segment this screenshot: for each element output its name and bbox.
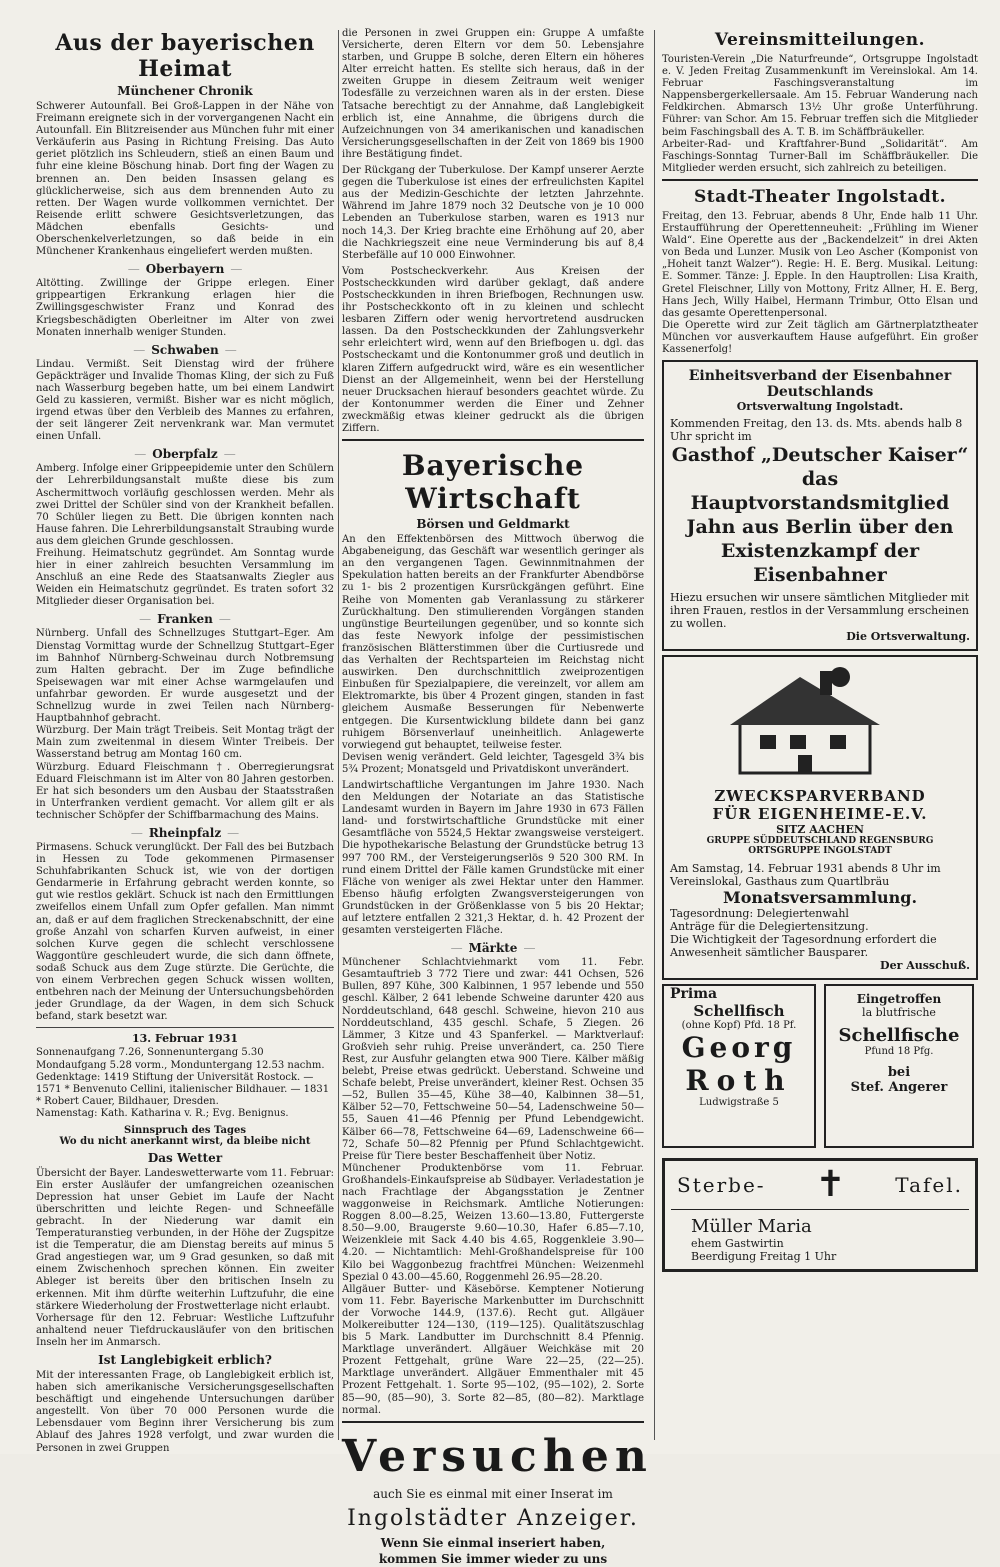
ad-subtitle: Ortsverwaltung Ingolstadt.	[736, 400, 904, 414]
ad-text: bei	[887, 1065, 911, 1081]
article-text: Der Rückgang der Tuberkulose. Der Kampf unserer Aerzte gegen die Tuberkulose ist eines der erfreulichsten Kapitel aus der Medizin-Geschichte der letzten Jahrzehnte. Während im Jahre 1879 noch 32 Deutsche von je 10 000 Lebenden an Tuberkulose starben, waren es 1913 nur noch 14,3. Der Krieg brachte eine Erhöhung auf 20, aber die Nachkriegszeit eine neue Verminderung bis auf 8,4 Sterbefälle auf 10 000 Einwohner.	[342, 165, 644, 261]
article-text: Mit der interessanten Frage, ob Langlebigkeit erblich ist, haben sich amerikanische Versicherungsgesellschaften beschäftigt und eingehende Untersuchungen darüber angestellt. Von über 70 000 Personen wurde die Lebensdauer vom Beginn ihrer Versicherung bis zum Ablauf des Jahres 1928 verfolgt, und zwar wurden die Personen in zwei Gruppen	[36, 1370, 334, 1454]
death-notice-text: ehem Gastwirtin	[691, 1237, 784, 1251]
section-title: Stadt-Theater Ingolstadt.	[693, 186, 947, 207]
column-left	[36, 28, 334, 1454]
death-notice-title: Sterbe-	[677, 1173, 766, 1198]
article-text: Lindau. Vermißt. Seit Dienstag wird der frühere Gepäckträger und Invalide Thomas Kling, der sich zu Fuß nach Wasserburg begeben hatte, um bei einem Landwirt Geld zu kassieren, vermißt. Bisher war es nicht möglich, irgend etwas über den Verbleib des Mannes zu erfahren, der seit längerer Zeit nervenkrank war. Man vermutet einen Unfall.	[36, 358, 334, 443]
death-notice-text: Beerdigung Freitag 1 Uhr	[691, 1250, 837, 1264]
section-title: Aus der bayerischen Heimat	[55, 30, 315, 82]
ad-signature: Der Ausschuß.	[880, 959, 970, 973]
article-text: Münchener Schlachtviehmarkt vom 11. Febr. Gesamtauftrieb 3 772 Tiere und zwar: 441 Ochsen, 526 Bullen, 897 Kühe, 300 Kalbinnen, 1 957 lebende und 550 geschl. Kälber, 2 641 lebende Schweine darunter 420 aus Norddeutschland, 648 geschl. Schweine, hievon 210 aus Norddeutschland, 435 geschl. Schafe, 5 Ziegen. 26 Lämmer, 3 Kitze und 43 Spanferkel. — Marktverlauf: Großvieh sehr ruhig. Preise unverändert, ca. 250 Tiere Rest, zur Ausfuhr gelangten etwa 900 Tiere. Kälber mäßig belebt, Preise etwas gedrückt. Ueberstand. Schweine und Schafe belebt, Preise unverändert, kleiner Rest. Ochsen 35—52, Bullen 35—45, Kühe 38—40, Kalbinnen 38—51, Kälber 52—70, Fettschweine 50—54, Ladenschweine 50—55, Sauen 41—46 Pfennig per Pfund Lebendgewicht. Kälber 66—78, Fettschweine 64—69, Ladenschweine 66—72, Schafe 50—82 Pfennig per Pfund Schlachtgewicht. Preise für Tiere bester Beschaffenheit über Notiz. Münchener Produktenbörse vom 11. Februar. Großhandels-Einkaufspreise ab Südbayer. Verladestation je nach Frachtlage der Abgangsstation je Zentner waggonweise in Reichsmark. Amtliche Notierungen: Roggen 8.00—8.25, Weizen 13.60—13.80, Futtergerste 8.50—9.00, Braugerste 9.60—10.30, Hafer 6.85—7.10, Weizenkleie mit Sack 4.40 bis 4.65, Roggenkleie 3.90—4.20. — Nichtamtlich: Mehl-Großhandelspreise für 100 Kilo bei Waggonbezug frachtfrei München: Weizenmehl Spezial 0 43.00—45.60, Roggenmehl 26.95—28.20. Allgäuer Butter- und Käsebörse. Kemptener Notierung vom 11. Febr. Bayerische Markenbutter im Durchschnitt der Vorwoche 144.9, (137.6). Recht gut. Allgäuer Molkereibutter 124—130, (119—125). Qualitätszuschlag bis 5 Mark. Landbutter im Durchschnitt 8.4 Pfennig. Marktlage unverändert. Allgäuer Weichkäse mit 20 Prozent Fettgehalt, grüne Ware 22—25, (22—25). Marktlage unverändert. Allgäuer Emmenthaler mit 45 Prozent Fettgehalt. 1. Sorte 95—102, (95—102), 2. Sorte 85—90, (85—90), 3. Sorte 82—85, (80—82). Marktlage normal.	[342, 957, 644, 1416]
ad-newspaper-name: Ingolstädter Anzeiger.	[347, 1505, 639, 1531]
ad-sterbetafel	[662, 1158, 978, 1272]
region-heading: — Märkte —	[342, 941, 644, 955]
article-text: Pirmasens. Schuck verunglückt. Der Fall des bei Butzbach in Hessen zu Tode gekommenen Pirmasenser Schuhfabrikanten Schuck ist, wie von der dortigen Gendarmerie in Erfahrung gebracht werden konnte, so gut wie restlos geklärt. Schuck ist nach den Ermittlungen zweifellos einem Unfall zum Opfer gefallen. Man nimmt an, daß er auf dem fraglichen Streckenabschnitt, der eine große Anzahl von scharfen Kurven aufweist, in einer solchen Kurve gegen die schlecht verschlossene Waggontüre geschleudert wurde, die sich dann öffnete, sodaß Schuck aus dem Zuge stürzte. Die Gerüchte, die von einem Verbrechen gegen Schuck wissen wollten, entbehren nach der Meinung der Untersuchungsbehörden jeder Grundlage, da der Wagen, in dem sich Schuck befand, stark besetzt war.	[36, 841, 334, 1023]
divider	[662, 179, 978, 181]
ad-headline: Roth	[685, 1064, 793, 1098]
ad-headline: Schellfische	[838, 1025, 960, 1047]
ad-text: Kommenden Freitag, den 13. ds. Mts. abends halb 8 Uhr spricht im	[670, 417, 963, 444]
article-text: die Personen in zwei Gruppen ein: Gruppe A umfaßte Versicherte, deren Eltern vor dem 50. Lebensjahre starben, und Gruppe B solche, deren Eltern ein höheres Alter erreicht hatten. Es stellte sich heraus, daß in der zweiten Gruppe in diesem Zeitraum weit weniger Todesfälle zu verzeichnen waren als in der ersten. Diese Tatsache berechtigt zu der Annahme, daß Langlebigkeit erblich ist, eine Annahme, die übrigens durch die Aufzeichnungen von 34 amerikanischen und kanadischen Versicherungsgesellschaften in der Zeit von 1869 bis 1900 ihre Bestätigung findet.	[342, 28, 644, 160]
article-text: Landwirtschaftliche Vergantungen im Jahre 1930. Nach den Meldungen der Notariate an das Statistische Landesamt wurden in Bayern im Jahre 1930 in 673 Fällen land- und forstwirtschaftliche Grundstücke mit einer Gesamtfläche von 5524,5 Hektar zwangsweise versteigert. Die hypothekarische Belastung der Grundstücke betrug 13 997 700 RM., der Versteigerungserlös 9 520 300 RM. In rund einem Drittel der Fälle kamen Grundstücke mit einer Fläche von weniger als zwei Hektar unter den Hammer. Ebenso häufig erfolgten Zwangsversteigerungen von Grundstücken in der Größenklasse von 5 bis 20 Hektar; auf letztere entfallen 2 321,3 Hektar, d. h. 42 Prozent der gesamten versteigerten Fläche.	[342, 779, 644, 937]
fish-ads	[662, 984, 978, 1154]
ad-signature: Die Ortsverwaltung.	[846, 630, 970, 644]
article-text: Freitag, den 13. Februar, abends 8 Uhr, Ende halb 11 Uhr. Erstaufführung der Operettenneuheit: „Frühling im Wiener Wald“. Eine Operette aus der „Backendelzeit“ in drei Akten von Beda und Lunzer. Musik von Leo Ascher (Komponist von „Hoheit tanzt Walzer“). Regie: H. E. Berg. Musikal. Leitung: E. Sommer. Tänze: J. Epple. In den Hauptrollen: Lisa Kraith, Gretel Fleischner, Lilly von Mottony, Fritz Allner, H. E. Berg, Hans Jech, Willy Haibel, Hermann Trimbur, Otto Elsan und das gesamte Operettenpersonal. Die Operette wird zur Zeit täglich am Gärtnerplatztheater München vor ausverkauftem Hause aufgeführt. Ein großer Kassenerfolg!	[662, 210, 978, 355]
article-text: Touristen-Verein „Die Naturfreunde“, Ortsgruppe Ingolstadt e. V. Jeden Freitag Zusammenkunft im Vereinslokal. Am 14. Februar Faschingsveranstaltung im Nappensbergerkellersaale. Am 15. Februar Wanderung nach Feldkirchen. Abmarsch 13½ Uhr große Unterführung. Führer: van Schor. Am 15. Februar treffen sich die Mitglieder beim Faschingsball des A. T. B. im Schäffbräukeller. Arbeiter-Rad- und Kraftfahrer-Bund „Solidarität“. Am Faschings-Sonntag Turner-Ball im Schäffbräukeller. Die Mitglieder werden ersucht, sich zahlreich zu beteiligen.	[662, 54, 978, 174]
ad-eisenbahner	[662, 360, 978, 651]
region-heading: — Oberpfalz —	[36, 447, 334, 461]
ad-text: Stef. Angerer	[850, 1080, 948, 1096]
article-text: Amberg. Infolge einer Grippeepidemie unter den Schülern der Lehrerbildungsanstalt mußte diese bis zum Aschermittwoch vorläufig geschlossen werden. Mehr als zwei Drittel der Schüler sind von der Krankheit befallen. 70 Schüler liegen zu Bett. Die übrigen konnten nach Hause fahren. Die Lehrerbildungsanstalt Straubing wurde aus dem gleichen Grunde geschlossen. Freihung. Heimatschutz gegründet. Am Sonntag wurde hier in einer zahlreich besuchten Versammlung im Anschluß an eine Rede des Staatsanwalts Ziegler aus Weiden ein Heimatschutz gegründet. Es traten sofort 32 Mitglieder dieser Organisation bei.	[36, 463, 334, 608]
section-subtitle: Münchener Chronik	[117, 84, 253, 98]
death-notice-title: Tafel.	[895, 1173, 963, 1198]
article-text: An den Effektenbörsen des Mittwoch überwog die Abgabeneigung, das Geschäft war wesentlich geringer als an den vergangenen Tagen. Gewinnmitnahmen der Spekulation hatten bereits an der Frankfurter Abendbörse zu 1- bis 2 prozentigen Kursrückgängen geführt. Eine Reihe von Momenten gab Veranlassung zu stärkerer Zurückhaltung. Den stimulierenden Vorgängen standen ungünstige Beurteilungen gegenüber, und so konnte sich das feste Newyork infolge der pessimistischen französischen Blätterstimmen über die Curtiusrede und das Verhalten der Rechtsparteien im Reichstag nicht auswirken. Den durchschnittlich zweiprozentigen Einbußen für Spezialpapiere, die vereinzelt, vor allem am Elektromarkte, bis über 4 Prozent gingen, standen in fast gleichem Ausmaße Besserungen für Nebenwerte entgegen. Die Kursentwicklung bildete dann bei ganz ruhigem Börsenverlauf uneinheitlich. Anlagewerte vorwiegend gut behauptet, teilweise fester. Devisen wenig verändert. Geld leichter, Tagesgeld 3¾ bis 5¾ Prozent; Monatsgeld und Privatdiskont unverändert.	[342, 534, 644, 775]
region-heading: — Oberbayern —	[36, 262, 334, 276]
column-right	[662, 28, 978, 1448]
article-heading: Ist Langlebigkeit erblich?	[98, 1353, 272, 1367]
column-middle	[342, 28, 653, 1566]
column-rule	[654, 30, 655, 1440]
ad-roth	[662, 984, 816, 1148]
region-heading: — Rheinpfalz —	[36, 826, 334, 840]
article-text: Schwerer Autounfall. Bei Groß-Lappen in der Nähe von Freimann ereignete sich in der vorvergangenen Nacht ein Autounfall. Ein Blitzreisender aus München fuhr mit einer Verkäuferin aus Pasing in Richtung Freising. Das Auto geriet plötzlich ins Schleudern, stieß an einen Baum und fuhr eine kleine Böschung hinab. Dort fing der Wagen zu brennen an. Den beiden Insassen gelang es glücklicherweise, sich aus dem brennenden Auto zu retten. Der Wagen wurde vollkommen vernichtet. Der Reisende erlitt schwere Gesichtsverletzungen, das Mädchen ebenfalls Gesichts- und Oberschenkelverletzungen, so daß beide in ein Münchener Krankenhaus eingeliefert werden mußten.	[36, 101, 334, 258]
ad-title: Einheitsverband der Eisenbahner Deutschlands	[688, 368, 952, 401]
weather-text: Übersicht der Bayer. Landeswetterwarte vom 11. Februar: Ein erster Ausläufer der umfangreichen ozeanischen Depression hat unser Gebiet im Laufe der Nacht überschritten und leichte Regen- und Schneefälle gebracht. In der Niederung war damit ein Temperaturanstieg verbunden, in der Höhe der Zugspitze ist die Temperatur, die am Dienstag bereits auf minus 5 Grad angestiegen war, um 9 Grad gesunken, so daß mit einem Zwischenhoch sprechen können. Ein zweiter Ableger ist bereits über den britischen Inseln zu erkennen. Mit ihm dürfte weiterhin Luftzufuhr, die eine stärkere Wiederholung der Frostwetterlage nicht erlaubt. Vorhersage für den 12. Februar: Westliche Luftzufuhr anhaltend neuer Tiefdruckausläufer von den britischen Inseln her im Anmarsch.	[36, 1167, 334, 1348]
ad-headline: Versuchen	[342, 1430, 653, 1482]
ad-text: Ludwigstraße 5	[699, 1097, 779, 1109]
section-subtitle: Börsen und Geldmarkt	[416, 517, 570, 532]
ad-text: Tagesordnung: Delegiertenwahl Anträge für die Delegiertensitzung.	[670, 907, 869, 934]
ad-text: Schellfisch	[693, 1002, 785, 1021]
ad-text: la blutfrische	[862, 1006, 936, 1020]
house-logo	[670, 663, 970, 783]
sinnspruch-heading: Sinnspruch des Tages	[124, 1124, 246, 1136]
divider	[342, 439, 644, 441]
ad-text: auch Sie es einmal mit einer Inserat im	[373, 1486, 613, 1501]
ad-text: Am Samstag, 14. Februar 1931 abends 8 Uhr im Vereinslokal, Gasthaus zum Quartlbräu	[670, 862, 941, 889]
ad-text: Eingetroffen	[856, 992, 942, 1007]
ad-angerer	[824, 984, 974, 1148]
ad-text: Die Wichtigkeit der Tagesordnung erfordert die Anwesenheit sämtlicher Bausparer.	[670, 933, 937, 960]
article-text: Vom Postscheckverkehr. Aus Kreisen der Postscheckkunden wird darüber geklagt, daß andere Postscheckkunden in ihren Briefbogen, Rechnungen usw. ihr Postscheckkonto oft in zu kleinen und schlecht lesbaren Ziffern oder wenig hervortretend ausdrucken lassen. Da den Postscheckkunden der Zahlungsverkehr sehr erleichtert wird, wenn auf den Briefbogen u. dgl. das Postscheckamt und die Kontonummer groß und deutlich in klaren Ziffern aufgedruckt wird, wäre es ein wesentlicher Dienst an der Allgemeinheit, wenn bei der Herstellung neuer Drucksachen hierauf besonders geachtet würde. Zu der Kontonummer werden die Einer und Zehner zweckmäßig etwas kleiner gedruckt als die übrigen Ziffern.	[342, 265, 644, 434]
ad-text: Pfund 18 Pfg.	[864, 1046, 934, 1058]
divider	[36, 1027, 334, 1028]
article-text: Nürnberg. Unfall des Schnellzuges Stuttgart–Eger. Am Dienstag Vormittag wurde der Schnellzug Stuttgart–Eger im Bahnhof Nürnberg-Schweinau durch Notbremsung zum Halten gebracht. Der im Zuge befindliche Speisewagen war mit einer Achse warmgelaufen und unfahrbar geworden. Er wurde ausgesetzt und der Schnellzug wurde in zwei Teilen nach Nürnberg-Hauptbahnhof gebracht. Würzburg. Der Main trägt Treibeis. Seit Montag trägt der Main zum zweitenmal in diesem Winter Treibeis. Der Wasserstand betrug am Montag 160 cm. Würzburg. Eduard Fleischmann †. Oberregierungsrat Eduard Fleischmann ist im Alter von 80 Jahren gestorben. Er hat sich besonders um den Ausbau der Staatsstraßen in Unterfranken verdient gemacht. Vor allem gilt er als technischer Schöpfer der Schiffbarmachung des Mains.	[36, 628, 334, 821]
ad-text: (ohne Kopf) Pfd. 18 Pf.	[681, 1020, 797, 1032]
ad-subtitle: SITZ AACHEN	[776, 823, 864, 837]
ad-zwecksparverband	[662, 655, 978, 980]
column-rule	[338, 30, 339, 1440]
region-heading: — Schwaben —	[36, 343, 334, 357]
ad-headline: Monatsversammlung.	[722, 888, 918, 908]
almanac: Sonnenaufgang 7.26, Sonnenuntergang 5.30 Mondaufgang 5.28 vorm., Monduntergang 12.53 nachm. Gedenktage: 1419 Stiftung der Universität Rostock. — 1571 * Benvenuto Cellini, italienischer Bildhauer. — 1831 * Robert Cauer, Bildhauer, Dresden. Namenstag: Kath. Katharina v. R.; Evg. Benignus.	[36, 1047, 330, 1120]
divider	[342, 1421, 644, 1423]
weather-heading: Das Wetter	[147, 1150, 223, 1165]
ad-text: kommen Sie immer wieder zu uns	[378, 1551, 608, 1566]
deceased-name: Müller Maria	[691, 1216, 812, 1238]
section-title: Vereinsmitteilungen.	[714, 30, 926, 50]
ad-text: Prima	[670, 986, 718, 1003]
region-heading: — Franken —	[36, 612, 334, 626]
ad-text: Hiezu ersuchen wir unsere sämtlichen Mitglieder mit ihren Frauen, restlos in der Versammlung erscheinen zu wollen.	[670, 591, 969, 631]
ad-subtitle: GRUPPE SÜDDEUTSCHLAND REGENSBURG	[706, 836, 934, 847]
article-text: Altötting. Zwillinge der Grippe erlegen. Einer grippeartigen Erkrankung erlagen hier die Zwillingsgeschwister Franz und Konrad des Kriegsbeschädigten Oberleitner im Alter von zwei Monaten innerhalb weniger Stunden.	[36, 278, 334, 338]
section-title: Bayerische Wirtschaft	[401, 449, 585, 516]
ad-title: ZWECKSPARVERBAND	[714, 787, 926, 806]
ad-subtitle: ORTSGRUPPE INGOLSTADT	[748, 846, 892, 857]
ad-headline: Gasthof „Deutscher Kaiser“ das Hauptvorstandsmitglied Jahn aus Berlin über den Existenzkampf der Eisenbahner	[671, 444, 969, 587]
cross-icon: ✝	[815, 1164, 846, 1206]
sinnspruch: Wo du nicht anerkannt wirst, da bleibe nicht	[59, 1135, 311, 1147]
date-line: 13. Februar 1931	[131, 1032, 239, 1046]
ad-headline: Georg	[681, 1031, 797, 1065]
ad-title: FÜR EIGENHEIME-E.V.	[712, 805, 928, 824]
ad-text: Wenn Sie einmal inseriert haben,	[380, 1535, 606, 1550]
